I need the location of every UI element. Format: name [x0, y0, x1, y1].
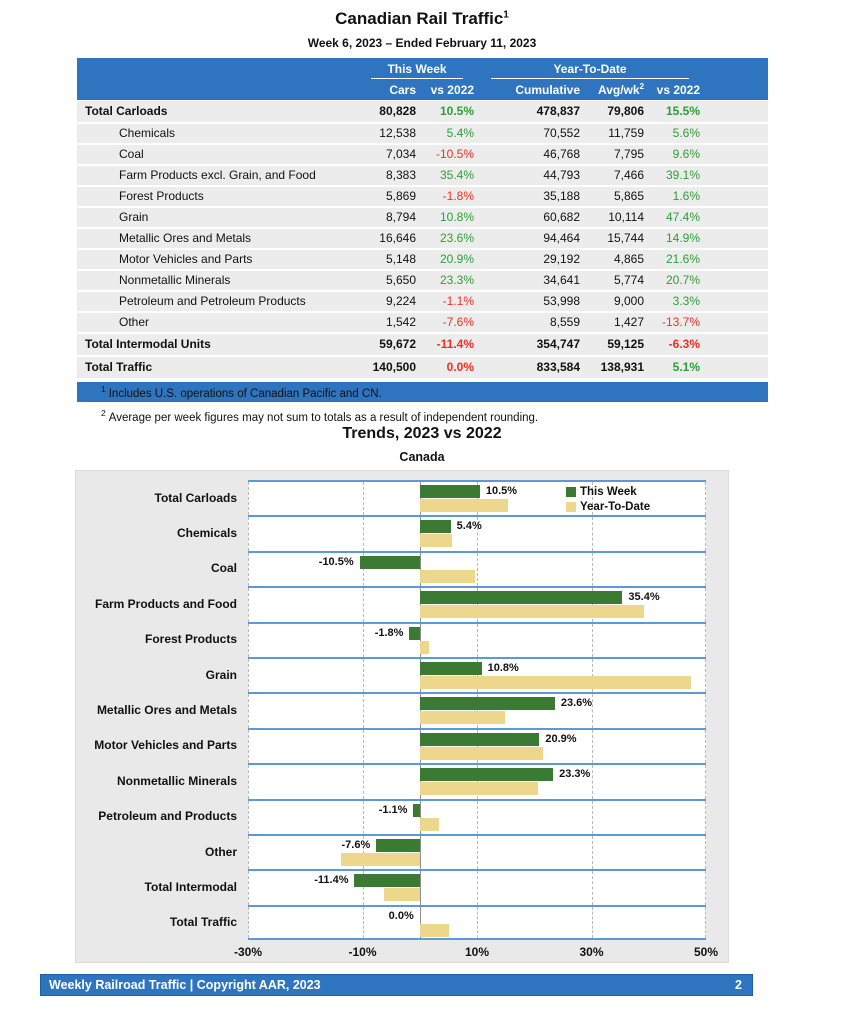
cumulative-value: 478,837: [477, 100, 583, 123]
gridline: [705, 765, 706, 798]
chart-row: [76, 515, 708, 550]
gridline: [705, 801, 706, 834]
plot-cell: [248, 551, 706, 586]
filler-cell: [703, 291, 768, 312]
category-label: Metallic Ores and Metals: [96, 703, 237, 718]
category-label: Motor Vehicles and Parts: [94, 738, 237, 753]
plot-cell: [248, 657, 706, 692]
filler-cell: [703, 333, 768, 356]
bar-this-week: [360, 556, 420, 569]
category-label: Farm Products and Food: [94, 596, 237, 611]
this-week-pct-value: -1.8%: [419, 186, 477, 207]
legend-label: This Week: [580, 485, 637, 498]
bar-this-week: [420, 697, 555, 710]
gridline: [248, 482, 249, 515]
bar-year-to-date: [420, 570, 475, 583]
gridline: [248, 659, 249, 692]
commodity-label: Petroleum and Petroleum Products: [77, 291, 357, 312]
category-label: Nonmetallic Minerals: [116, 773, 237, 788]
header-blank-cell: [77, 58, 357, 79]
cumulative-value: 60,682: [477, 207, 583, 228]
ytd-pct-value: 15.5%: [647, 100, 703, 123]
this-week-pct-value: 35.4%: [419, 165, 477, 186]
ytd-pct-value: 21.6%: [647, 249, 703, 270]
bar-value-label: 0.0%: [388, 909, 414, 922]
chart-row: [76, 692, 708, 727]
cumulative-value: 29,192: [477, 249, 583, 270]
gridline: [248, 588, 249, 621]
bar-year-to-date: [420, 924, 449, 937]
footer-bar: [40, 974, 753, 996]
gridline: [248, 694, 249, 727]
filler-cell: [703, 123, 768, 144]
cars-value: 16,646: [357, 228, 419, 249]
cars-value: 8,794: [357, 207, 419, 228]
gridline: [248, 730, 249, 763]
cars-value: 12,538: [357, 123, 419, 144]
bar-year-to-date: [420, 641, 429, 654]
legend-swatch-this-week: [566, 487, 576, 497]
this-week-pct-value: 5.4%: [419, 123, 477, 144]
filler-cell: [703, 270, 768, 291]
this-week-pct-value: 0.0%: [419, 356, 477, 379]
avg-wk-value: 4,865: [583, 249, 647, 270]
gridline: [248, 907, 249, 938]
gridline: [592, 871, 593, 904]
ytd-pct-value: 20.7%: [647, 270, 703, 291]
gridline: [592, 801, 593, 834]
bar-year-to-date: [420, 676, 691, 689]
bar-value-label: 10.8%: [487, 661, 519, 674]
plot-cell: [248, 480, 706, 515]
gridline: [705, 730, 706, 763]
filler-cell: [703, 100, 768, 123]
bar-year-to-date: [420, 818, 439, 831]
column-header-cumulative: Cumulative: [477, 79, 583, 100]
table-row: [77, 228, 768, 249]
filler-cell: [703, 228, 768, 249]
filler-cell: [703, 186, 768, 207]
legend-label: Year-To-Date: [580, 500, 651, 513]
commodity-label: Metallic Ores and Metals: [77, 228, 357, 249]
cumulative-value: 53,998: [477, 291, 583, 312]
bar-value-label: -1.1%: [378, 803, 408, 816]
cars-value: 5,650: [357, 270, 419, 291]
cumulative-value: 44,793: [477, 165, 583, 186]
gridline: [477, 624, 478, 657]
cumulative-value: 833,584: [477, 356, 583, 379]
bar-year-to-date: [420, 747, 544, 760]
avg-wk-value: 5,865: [583, 186, 647, 207]
gridline: [248, 553, 249, 586]
plot-cell: [248, 869, 706, 904]
chart-row: [76, 586, 708, 621]
bar-year-to-date: [420, 499, 509, 512]
zero-axis-line: [420, 836, 421, 869]
cars-value: 7,034: [357, 144, 419, 165]
plot-cell: [248, 515, 706, 550]
gridline: [705, 588, 706, 621]
plot-cell: [248, 692, 706, 727]
gridline: [477, 871, 478, 904]
gridline: [705, 871, 706, 904]
this-week-pct-value: -11.4%: [419, 333, 477, 356]
cumulative-value: 34,641: [477, 270, 583, 291]
gridline: [363, 801, 364, 834]
gridline: [363, 517, 364, 550]
table-row: [77, 123, 768, 144]
commodity-label: Total Traffic: [77, 356, 357, 379]
chart-row: [76, 622, 708, 657]
chart-row: [76, 869, 708, 904]
cars-value: 5,869: [357, 186, 419, 207]
gridline: [705, 659, 706, 692]
filler-cell: [703, 356, 768, 379]
cumulative-value: 354,747: [477, 333, 583, 356]
this-week-pct-value: 23.3%: [419, 270, 477, 291]
traffic-table-section: [77, 58, 768, 402]
cumulative-value: 46,768: [477, 144, 583, 165]
header-blank-cell: [703, 58, 768, 79]
table-row: [77, 186, 768, 207]
bar-value-label: 10.5%: [485, 485, 518, 497]
chart-subtitle: Canada: [399, 450, 445, 464]
legend-item: [566, 499, 650, 514]
avg-wk-value: 9,000: [583, 291, 647, 312]
chart-row: [76, 657, 708, 692]
category-label: Grain: [205, 667, 237, 682]
bar-value-label: 23.3%: [559, 768, 591, 781]
gridline: [705, 482, 706, 515]
gridline: [592, 553, 593, 586]
plot-cell: [248, 763, 706, 798]
bar-value-label: 35.4%: [628, 591, 660, 604]
chart-row: [76, 799, 708, 834]
table-row: [77, 249, 768, 270]
gridline: [705, 836, 706, 869]
this-week-pct-value: 10.5%: [419, 100, 477, 123]
cars-value: 1,542: [357, 312, 419, 333]
gridline: [705, 907, 706, 938]
bar-this-week: [376, 839, 420, 852]
commodity-label: Total Carloads: [77, 100, 357, 123]
zero-axis-line: [420, 871, 421, 904]
gridline: [363, 730, 364, 763]
category-label: Forest Products: [144, 632, 237, 647]
group-header-year-to-date: Year-To-Date: [477, 58, 703, 79]
chart-row: [76, 834, 708, 869]
gridline: [363, 588, 364, 621]
plot-cell: [248, 799, 706, 834]
chart-row: [76, 905, 708, 940]
gridline: [592, 765, 593, 798]
gridline: [363, 659, 364, 692]
title-footnote-marker: 1: [503, 9, 509, 21]
x-axis: [76, 943, 730, 963]
bar-year-to-date: [420, 605, 644, 618]
gridline: [248, 765, 249, 798]
bar-year-to-date: [341, 853, 419, 866]
gridline: [592, 624, 593, 657]
commodity-label: Grain: [77, 207, 357, 228]
commodity-label: Motor Vehicles and Parts: [77, 249, 357, 270]
page-subtitle: Week 6, 2023 – Ended February 11, 2023: [307, 36, 537, 50]
table-row: [77, 144, 768, 165]
header-blank-cell: [77, 79, 357, 100]
avg-wk-value: 1,427: [583, 312, 647, 333]
gridline: [592, 836, 593, 869]
column-header-cars: Cars: [357, 79, 419, 100]
gridline: [248, 801, 249, 834]
avg-wk-value: 10,114: [583, 207, 647, 228]
commodity-label: Total Intermodal Units: [77, 333, 357, 356]
bar-value-label: -7.6%: [341, 838, 371, 851]
x-axis-tick: 30%: [579, 945, 604, 959]
column-header-avg-wk: Avg/$wk^2$: [583, 79, 647, 100]
avg-wk-value: 138,931: [583, 356, 647, 379]
category-label: Petroleum and Products: [98, 809, 237, 824]
category-label: Total Traffic: [169, 915, 237, 930]
gridline: [705, 624, 706, 657]
avg-wk-value: 11,759: [583, 123, 647, 144]
page-number: 2: [735, 978, 742, 992]
table-row: [77, 291, 768, 312]
category-label: Coal: [210, 561, 237, 576]
avg-wk-value: 15,744: [583, 228, 647, 249]
filler-cell: [703, 249, 768, 270]
avg-wk-value: 79,806: [583, 100, 647, 123]
chart-row: [76, 480, 708, 515]
x-axis-tick: 10%: [464, 945, 490, 959]
cumulative-value: 70,552: [477, 123, 583, 144]
gridline: [705, 694, 706, 727]
bar-year-to-date: [420, 711, 505, 724]
cumulative-value: 94,464: [477, 228, 583, 249]
table-row: [77, 165, 768, 186]
bar-value-label: 20.9%: [545, 732, 577, 745]
plot-cell: [248, 834, 706, 869]
gridline: [477, 801, 478, 834]
bar-this-week: [413, 804, 419, 817]
avg-wk-value: 7,795: [583, 144, 647, 165]
table-row: [77, 333, 768, 356]
commodity-label: Forest Products: [77, 186, 357, 207]
column-header-ytd-vs-2022: vs 2022: [647, 79, 703, 100]
gridline: [248, 836, 249, 869]
bar-this-week: [354, 874, 419, 887]
bar-value-label: -1.8%: [374, 626, 404, 639]
ytd-pct-value: 1.6%: [647, 186, 703, 207]
filler-cell: [703, 165, 768, 186]
gridline: [592, 517, 593, 550]
filler-cell: [703, 207, 768, 228]
bar-this-week: [420, 733, 540, 746]
gridline: [363, 694, 364, 727]
gridline: [477, 553, 478, 586]
avg-wk-value: 5,774: [583, 270, 647, 291]
bar-this-week: [409, 627, 419, 640]
ytd-pct-value: 5.1%: [647, 356, 703, 379]
header-blank-cell: [703, 79, 768, 100]
bar-this-week: [420, 768, 553, 781]
bar-year-to-date: [384, 888, 420, 901]
plot-cell: [248, 622, 706, 657]
table-row: [77, 270, 768, 291]
cars-value: 59,672: [357, 333, 419, 356]
commodity-label: Coal: [77, 144, 357, 165]
traffic-table: [77, 58, 768, 380]
gridline: [477, 836, 478, 869]
gridline: [248, 871, 249, 904]
this-week-pct-value: -10.5%: [419, 144, 477, 165]
plot-cell: [248, 586, 706, 621]
cars-value: 140,500: [357, 356, 419, 379]
legend-swatch-year-to-date: [566, 502, 576, 512]
cars-value: 5,148: [357, 249, 419, 270]
gridline: [363, 765, 364, 798]
footnote-1: $^1$ Includes U.S. operations of Canadian Pacific and CN.: [101, 384, 382, 400]
this-week-pct-value: -7.6%: [419, 312, 477, 333]
table-row: [77, 100, 768, 123]
commodity-label: Chemicals: [77, 123, 357, 144]
gridline: [705, 517, 706, 550]
ytd-pct-value: -13.7%: [647, 312, 703, 333]
cumulative-value: 35,188: [477, 186, 583, 207]
chart-row: [76, 728, 708, 763]
avg-wk-value: 7,466: [583, 165, 647, 186]
chart-title: Trends, 2023 vs 2022: [342, 425, 502, 442]
plot-cell: [248, 905, 706, 940]
table-row: [77, 207, 768, 228]
gridline: [363, 482, 364, 515]
commodity-label: Other: [77, 312, 357, 333]
bar-value-label: 23.6%: [560, 697, 593, 710]
ytd-pct-value: 5.6%: [647, 123, 703, 144]
ytd-pct-value: 39.1%: [647, 165, 703, 186]
x-axis-tick: 50%: [693, 945, 719, 959]
x-axis-tick: -10%: [348, 945, 377, 959]
legend-item: [566, 484, 650, 499]
gridline: [248, 624, 249, 657]
cars-value: 8,383: [357, 165, 419, 186]
bar-this-week: [420, 662, 482, 675]
footer-text: Weekly Railroad Traffic | Copyright AAR, 2023: [49, 978, 321, 992]
ytd-pct-value: -6.3%: [647, 333, 703, 356]
ytd-pct-value: 14.9%: [647, 228, 703, 249]
avg-wk-value: 59,125: [583, 333, 647, 356]
cumulative-value: 8,559: [477, 312, 583, 333]
cars-value: 9,224: [357, 291, 419, 312]
x-axis-tick: -30%: [233, 945, 263, 959]
cars-value: 80,828: [357, 100, 419, 123]
category-label: Other: [204, 844, 237, 859]
bar-this-week: [420, 485, 480, 498]
avgwk-footnote-marker: 2: [639, 81, 645, 91]
commodity-label: Farm Products excl. Grain, and Food: [77, 165, 357, 186]
bar-this-week: [420, 591, 623, 604]
chart-row: [76, 763, 708, 798]
ytd-pct-value: 9.6%: [647, 144, 703, 165]
group-header-this-week: This Week: [357, 58, 477, 79]
gridline: [363, 907, 364, 938]
ytd-pct-value: 3.3%: [647, 291, 703, 312]
gridline: [705, 553, 706, 586]
table-row: [77, 356, 768, 379]
filler-cell: [703, 144, 768, 165]
footnote-2: $^2$ Average per week figures may not sum to totals as a result of independent rounding.: [101, 407, 539, 424]
gridline: [248, 517, 249, 550]
gridline: [592, 730, 593, 763]
category-label: Total Carloads: [154, 490, 237, 505]
chart-plot-area: [76, 480, 708, 940]
category-label: Total Intermodal: [144, 879, 237, 894]
table-row: [77, 312, 768, 333]
category-label: Chemicals: [176, 526, 237, 541]
chart-row: [76, 551, 708, 586]
chart-legend: [566, 484, 650, 514]
commodity-label: Nonmetallic Minerals: [77, 270, 357, 291]
this-week-pct-value: 10.8%: [419, 207, 477, 228]
bar-value-label: 5.4%: [456, 520, 482, 533]
gridline: [477, 907, 478, 938]
this-week-pct-value: -1.1%: [419, 291, 477, 312]
gridline: [592, 907, 593, 938]
trends-bar-chart: [75, 470, 729, 963]
bar-year-to-date: [420, 534, 452, 547]
filler-cell: [703, 312, 768, 333]
ytd-pct-value: 47.4%: [647, 207, 703, 228]
this-week-pct-value: 20.9%: [419, 249, 477, 270]
page-title: Canadian Rail Traffic$^1$: [335, 9, 509, 28]
bar-value-label: -10.5%: [318, 555, 354, 568]
plot-cell: [248, 728, 706, 763]
bar-value-label: -11.4%: [314, 874, 349, 887]
bar-year-to-date: [420, 782, 539, 795]
column-header-this-week-vs-2022: vs 2022: [419, 79, 477, 100]
this-week-pct-value: 23.6%: [419, 228, 477, 249]
gridline: [363, 624, 364, 657]
bar-this-week: [420, 520, 451, 533]
